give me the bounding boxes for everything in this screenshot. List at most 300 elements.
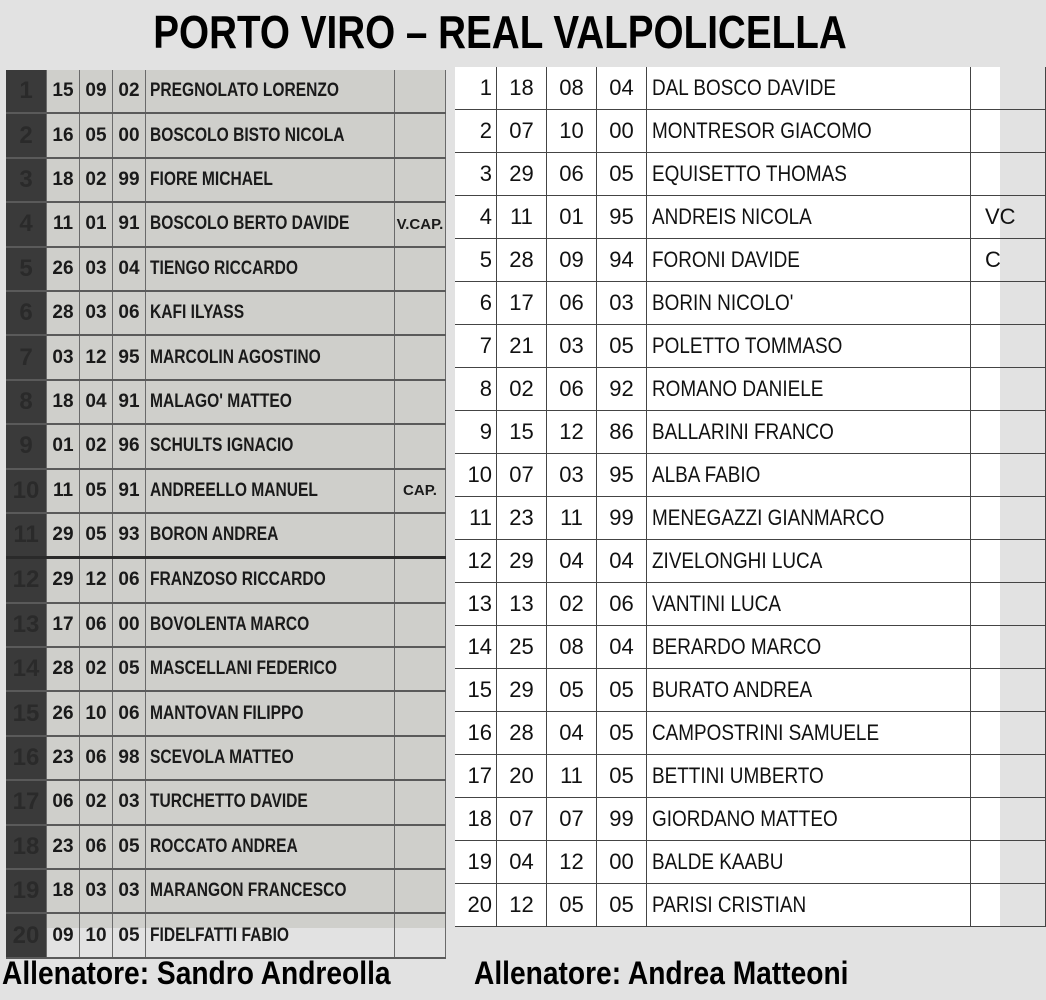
birth-day: 11 xyxy=(47,469,80,513)
player-name-text: ROMANO DANIELE xyxy=(652,376,824,401)
player-name xyxy=(647,798,971,841)
player-role xyxy=(395,825,446,869)
player-number: 6 xyxy=(6,291,47,335)
player-role xyxy=(971,325,1046,368)
player-number: 7 xyxy=(455,325,497,368)
birth-year: 04 xyxy=(113,247,146,291)
birth-year: 05 xyxy=(597,153,647,196)
birth-month: 05 xyxy=(547,884,597,927)
birth-year: 03 xyxy=(113,780,146,824)
player-name-text: DAL BOSCO DAVIDE xyxy=(652,75,836,100)
player-number: 9 xyxy=(455,411,497,454)
player-role xyxy=(395,424,446,468)
player-number: 8 xyxy=(455,368,497,411)
birth-day: 17 xyxy=(497,282,547,325)
player-role xyxy=(395,603,446,647)
player-number: 19 xyxy=(6,869,47,913)
player-row xyxy=(6,647,446,691)
player-row xyxy=(455,755,1046,798)
birth-month: 03 xyxy=(547,325,597,368)
player-name xyxy=(647,153,971,196)
birth-day: 18 xyxy=(47,869,80,913)
player-name xyxy=(647,755,971,798)
away-coach: Allenatore: Andrea Matteoni xyxy=(474,955,849,991)
birth-month: 02 xyxy=(80,158,113,202)
player-role xyxy=(971,497,1046,540)
birth-year: 95 xyxy=(597,454,647,497)
player-row xyxy=(6,380,446,424)
birth-day: 20 xyxy=(497,755,547,798)
player-name xyxy=(146,603,395,647)
birth-year: 06 xyxy=(113,691,146,735)
player-name xyxy=(647,196,971,239)
player-number: 6 xyxy=(455,282,497,325)
birth-day: 18 xyxy=(497,67,547,110)
birth-month: 05 xyxy=(547,669,597,712)
player-number: 10 xyxy=(455,454,497,497)
birth-year: 05 xyxy=(597,755,647,798)
birth-day: 15 xyxy=(47,70,80,113)
player-name xyxy=(146,869,395,913)
player-role xyxy=(395,869,446,913)
player-name-text: BOSCOLO BISTO NICOLA xyxy=(150,124,345,146)
player-row xyxy=(6,780,446,824)
player-row xyxy=(455,239,1046,282)
player-name-text: BOVOLENTA MARCO xyxy=(150,613,310,635)
player-name-text: SCHULTS IGNACIO xyxy=(150,435,294,457)
player-role xyxy=(971,712,1046,755)
birth-month: 05 xyxy=(80,469,113,513)
player-name-text: MARCOLIN AGOSTINO xyxy=(150,346,321,368)
birth-year: 93 xyxy=(113,513,146,558)
player-name-text: VANTINI LUCA xyxy=(652,591,781,616)
birth-year: 05 xyxy=(597,669,647,712)
birth-month: 12 xyxy=(80,558,113,603)
player-name-text: PREGNOLATO LORENZO xyxy=(150,80,339,102)
birth-year: 96 xyxy=(113,424,146,468)
player-name-text: BURATO ANDREA xyxy=(652,677,813,702)
player-row xyxy=(455,325,1046,368)
player-number: 11 xyxy=(455,497,497,540)
birth-day: 11 xyxy=(497,196,547,239)
player-row xyxy=(455,884,1046,927)
player-row xyxy=(6,736,446,780)
birth-day: 23 xyxy=(47,825,80,869)
birth-day: 07 xyxy=(497,110,547,153)
birth-month: 03 xyxy=(80,869,113,913)
player-row xyxy=(455,583,1046,626)
player-name xyxy=(647,368,971,411)
player-name-text: MALAGO' MATTEO xyxy=(150,390,292,412)
player-name-text: MONTRESOR GIACOMO xyxy=(652,118,872,143)
player-row xyxy=(6,558,446,603)
player-name xyxy=(647,239,971,282)
player-name xyxy=(647,325,971,368)
player-number: 1 xyxy=(455,67,497,110)
player-number: 20 xyxy=(6,913,47,957)
birth-day: 23 xyxy=(497,497,547,540)
birth-day: 13 xyxy=(497,583,547,626)
player-name-text: MASCELLANI FEDERICO xyxy=(150,658,337,680)
birth-month: 06 xyxy=(80,825,113,869)
player-name xyxy=(146,825,395,869)
player-name xyxy=(146,424,395,468)
player-name-text: MARANGON FRANCESCO xyxy=(150,880,347,902)
player-number: 12 xyxy=(455,540,497,583)
player-name-text: BETTINI UMBERTO xyxy=(652,763,824,788)
birth-year: 99 xyxy=(113,158,146,202)
player-name xyxy=(146,113,395,157)
player-role xyxy=(395,780,446,824)
birth-year: 05 xyxy=(113,825,146,869)
player-name xyxy=(146,780,395,824)
birth-month: 04 xyxy=(547,540,597,583)
birth-day: 12 xyxy=(497,884,547,927)
player-role xyxy=(395,291,446,335)
player-row xyxy=(6,158,446,202)
birth-month: 12 xyxy=(547,841,597,884)
birth-month: 11 xyxy=(547,755,597,798)
player-name-text: ANDREELLO MANUEL xyxy=(150,479,318,501)
player-role xyxy=(971,884,1046,927)
player-number: 14 xyxy=(6,647,47,691)
birth-year: 99 xyxy=(597,798,647,841)
birth-month: 11 xyxy=(547,497,597,540)
birth-month: 06 xyxy=(547,282,597,325)
player-role: VC xyxy=(971,196,1046,239)
birth-month: 06 xyxy=(80,736,113,780)
player-name xyxy=(647,669,971,712)
home-coach: Allenatore: Sandro Andreolla xyxy=(2,955,391,991)
player-name xyxy=(647,626,971,669)
player-row xyxy=(455,626,1046,669)
player-row xyxy=(6,291,446,335)
player-number: 18 xyxy=(6,825,47,869)
player-name xyxy=(647,583,971,626)
player-role xyxy=(971,841,1046,884)
player-row xyxy=(6,335,446,379)
birth-month: 03 xyxy=(80,247,113,291)
birth-month: 02 xyxy=(547,583,597,626)
birth-day: 28 xyxy=(497,712,547,755)
birth-month: 06 xyxy=(80,603,113,647)
player-name xyxy=(647,841,971,884)
player-number: 1 xyxy=(6,70,47,113)
birth-day: 28 xyxy=(47,291,80,335)
player-name xyxy=(647,712,971,755)
player-name-text: KAFI ILYASS xyxy=(150,302,245,324)
player-name xyxy=(146,469,395,513)
player-name-text: GIORDANO MATTEO xyxy=(652,806,838,831)
birth-year: 99 xyxy=(597,497,647,540)
birth-day: 28 xyxy=(497,239,547,282)
player-role xyxy=(395,70,446,113)
birth-year: 00 xyxy=(113,113,146,157)
player-role xyxy=(971,368,1046,411)
player-name-text: TURCHETTO DAVIDE xyxy=(150,791,308,813)
birth-day: 01 xyxy=(47,424,80,468)
player-name xyxy=(146,380,395,424)
player-row xyxy=(6,603,446,647)
player-name-text: MANTOVAN FILIPPO xyxy=(150,702,304,724)
player-row xyxy=(455,368,1046,411)
player-number: 10 xyxy=(6,469,47,513)
player-number: 5 xyxy=(6,247,47,291)
player-role: CAP. xyxy=(395,469,446,513)
player-name xyxy=(146,558,395,603)
birth-month: 03 xyxy=(80,291,113,335)
player-number: 9 xyxy=(6,424,47,468)
birth-month: 05 xyxy=(80,113,113,157)
birth-year: 91 xyxy=(113,380,146,424)
player-number: 16 xyxy=(455,712,497,755)
player-role xyxy=(971,67,1046,110)
player-row xyxy=(455,454,1046,497)
player-name-text: BORON ANDREA xyxy=(150,524,279,546)
player-name-text: PARISI CRISTIAN xyxy=(652,892,807,917)
player-row xyxy=(6,247,446,291)
birth-month: 10 xyxy=(80,913,113,957)
birth-year: 05 xyxy=(597,884,647,927)
birth-month: 02 xyxy=(80,780,113,824)
birth-day: 17 xyxy=(47,603,80,647)
player-role: V.CAP. xyxy=(395,202,446,246)
player-number: 4 xyxy=(6,202,47,246)
birth-month: 04 xyxy=(547,712,597,755)
player-row xyxy=(455,712,1046,755)
birth-year: 91 xyxy=(113,202,146,246)
player-role xyxy=(395,691,446,735)
player-name xyxy=(146,202,395,246)
birth-day: 18 xyxy=(47,158,80,202)
player-name-text: POLETTO TOMMASO xyxy=(652,333,843,358)
birth-year: 98 xyxy=(113,736,146,780)
birth-month: 01 xyxy=(547,196,597,239)
birth-year: 06 xyxy=(597,583,647,626)
player-name-text: SCEVOLA MATTEO xyxy=(150,747,294,769)
player-name-text: BALLARINI FRANCO xyxy=(652,419,834,444)
birth-day: 07 xyxy=(497,454,547,497)
player-name-text: ZIVELONGHI LUCA xyxy=(652,548,823,573)
birth-month: 05 xyxy=(80,513,113,558)
player-row xyxy=(6,469,446,513)
player-role xyxy=(395,113,446,157)
birth-day: 26 xyxy=(47,691,80,735)
player-number: 3 xyxy=(6,158,47,202)
player-name-text: ALBA FABIO xyxy=(652,462,761,487)
birth-month: 04 xyxy=(80,380,113,424)
birth-year: 04 xyxy=(597,67,647,110)
birth-month: 12 xyxy=(547,411,597,454)
birth-year: 00 xyxy=(597,110,647,153)
player-number: 20 xyxy=(455,884,497,927)
player-number: 8 xyxy=(6,380,47,424)
player-role xyxy=(971,626,1046,669)
player-name-text: BERARDO MARCO xyxy=(652,634,822,659)
birth-day: 07 xyxy=(497,798,547,841)
player-row xyxy=(6,825,446,869)
birth-month: 10 xyxy=(547,110,597,153)
birth-month: 06 xyxy=(547,153,597,196)
player-name xyxy=(146,291,395,335)
player-role xyxy=(971,411,1046,454)
birth-year: 05 xyxy=(113,647,146,691)
player-row xyxy=(455,841,1046,884)
player-name xyxy=(647,454,971,497)
birth-month: 09 xyxy=(80,70,113,113)
player-role xyxy=(395,558,446,603)
birth-year: 94 xyxy=(597,239,647,282)
player-name-text: CAMPOSTRINI SAMUELE xyxy=(652,720,880,745)
player-role xyxy=(395,513,446,558)
player-role xyxy=(395,380,446,424)
birth-day: 03 xyxy=(47,335,80,379)
birth-day: 11 xyxy=(47,202,80,246)
player-number: 18 xyxy=(455,798,497,841)
player-name xyxy=(146,70,395,113)
birth-year: 95 xyxy=(597,196,647,239)
player-name xyxy=(146,691,395,735)
player-role xyxy=(395,247,446,291)
away-team-roster xyxy=(455,67,1016,927)
player-name xyxy=(146,513,395,558)
birth-day: 18 xyxy=(47,380,80,424)
birth-month: 09 xyxy=(547,239,597,282)
birth-day: 29 xyxy=(497,669,547,712)
birth-day: 26 xyxy=(47,247,80,291)
birth-year: 03 xyxy=(597,282,647,325)
player-number: 17 xyxy=(455,755,497,798)
birth-year: 86 xyxy=(597,411,647,454)
player-row xyxy=(6,513,446,558)
player-name xyxy=(146,736,395,780)
player-name xyxy=(647,497,971,540)
player-name-text: BORIN NICOLO' xyxy=(652,290,794,315)
player-name xyxy=(647,110,971,153)
player-row xyxy=(6,113,446,157)
birth-year: 95 xyxy=(113,335,146,379)
player-number: 15 xyxy=(455,669,497,712)
birth-year: 00 xyxy=(113,603,146,647)
player-number: 2 xyxy=(455,110,497,153)
birth-year: 02 xyxy=(113,70,146,113)
player-role: C xyxy=(971,239,1046,282)
birth-year: 04 xyxy=(597,626,647,669)
player-role xyxy=(971,755,1046,798)
player-name-text: FRANZOSO RICCARDO xyxy=(150,569,326,591)
player-row xyxy=(6,202,446,246)
player-name-text: MENEGAZZI GIANMARCO xyxy=(652,505,885,530)
player-role xyxy=(971,454,1046,497)
player-name-text: FIORE MICHAEL xyxy=(150,168,273,190)
player-number: 5 xyxy=(455,239,497,282)
away-roster-table xyxy=(455,67,1046,927)
player-role xyxy=(395,158,446,202)
player-row xyxy=(455,153,1046,196)
player-number: 16 xyxy=(6,736,47,780)
player-number: 15 xyxy=(6,691,47,735)
player-number: 3 xyxy=(455,153,497,196)
player-row xyxy=(455,798,1046,841)
player-number: 12 xyxy=(6,558,47,603)
player-row xyxy=(455,540,1046,583)
player-name xyxy=(647,884,971,927)
player-number: 13 xyxy=(6,603,47,647)
birth-day: 16 xyxy=(47,113,80,157)
player-role xyxy=(971,282,1046,325)
birth-day: 29 xyxy=(497,540,547,583)
player-role xyxy=(395,335,446,379)
birth-year: 91 xyxy=(113,469,146,513)
player-row xyxy=(455,497,1046,540)
birth-day: 23 xyxy=(47,736,80,780)
birth-day: 21 xyxy=(497,325,547,368)
birth-month: 10 xyxy=(80,691,113,735)
birth-month: 01 xyxy=(80,202,113,246)
player-name-text: EQUISETTO THOMAS xyxy=(652,161,847,186)
player-row xyxy=(455,67,1046,110)
birth-year: 05 xyxy=(113,913,146,957)
player-name-text: FIDELFATTI FABIO xyxy=(150,924,290,946)
player-role xyxy=(971,110,1046,153)
player-name xyxy=(647,67,971,110)
player-row xyxy=(455,669,1046,712)
home-roster-table xyxy=(6,70,446,959)
page-title: PORTO VIRO – REAL VALPOLICELLA xyxy=(153,6,847,58)
player-name xyxy=(146,335,395,379)
player-name-text: BOSCOLO BERTO DAVIDE xyxy=(150,213,350,235)
birth-year: 06 xyxy=(113,558,146,603)
player-row xyxy=(455,411,1046,454)
player-row xyxy=(6,869,446,913)
player-row xyxy=(455,282,1046,325)
birth-day: 29 xyxy=(47,513,80,558)
birth-month: 02 xyxy=(80,424,113,468)
birth-year: 00 xyxy=(597,841,647,884)
birth-day: 15 xyxy=(497,411,547,454)
player-name xyxy=(647,282,971,325)
birth-day: 09 xyxy=(47,913,80,957)
player-name-text: FORONI DAVIDE xyxy=(652,247,800,272)
home-team-roster xyxy=(6,70,446,949)
player-number: 17 xyxy=(6,780,47,824)
birth-month: 08 xyxy=(547,67,597,110)
player-row xyxy=(455,196,1046,239)
player-name xyxy=(146,158,395,202)
birth-day: 06 xyxy=(47,780,80,824)
player-role xyxy=(971,540,1046,583)
birth-year: 04 xyxy=(597,540,647,583)
player-name-text: BALDE KAABU xyxy=(652,849,784,874)
player-number: 19 xyxy=(455,841,497,884)
player-role xyxy=(971,153,1046,196)
player-row xyxy=(6,70,446,113)
birth-year: 06 xyxy=(113,291,146,335)
player-role xyxy=(395,913,446,957)
birth-day: 25 xyxy=(497,626,547,669)
player-number: 4 xyxy=(455,196,497,239)
player-number: 11 xyxy=(6,513,47,558)
birth-year: 05 xyxy=(597,325,647,368)
player-role xyxy=(395,736,446,780)
birth-month: 08 xyxy=(547,626,597,669)
birth-day: 02 xyxy=(497,368,547,411)
birth-month: 02 xyxy=(80,647,113,691)
birth-day: 29 xyxy=(47,558,80,603)
player-name xyxy=(647,540,971,583)
birth-month: 03 xyxy=(547,454,597,497)
birth-day: 28 xyxy=(47,647,80,691)
